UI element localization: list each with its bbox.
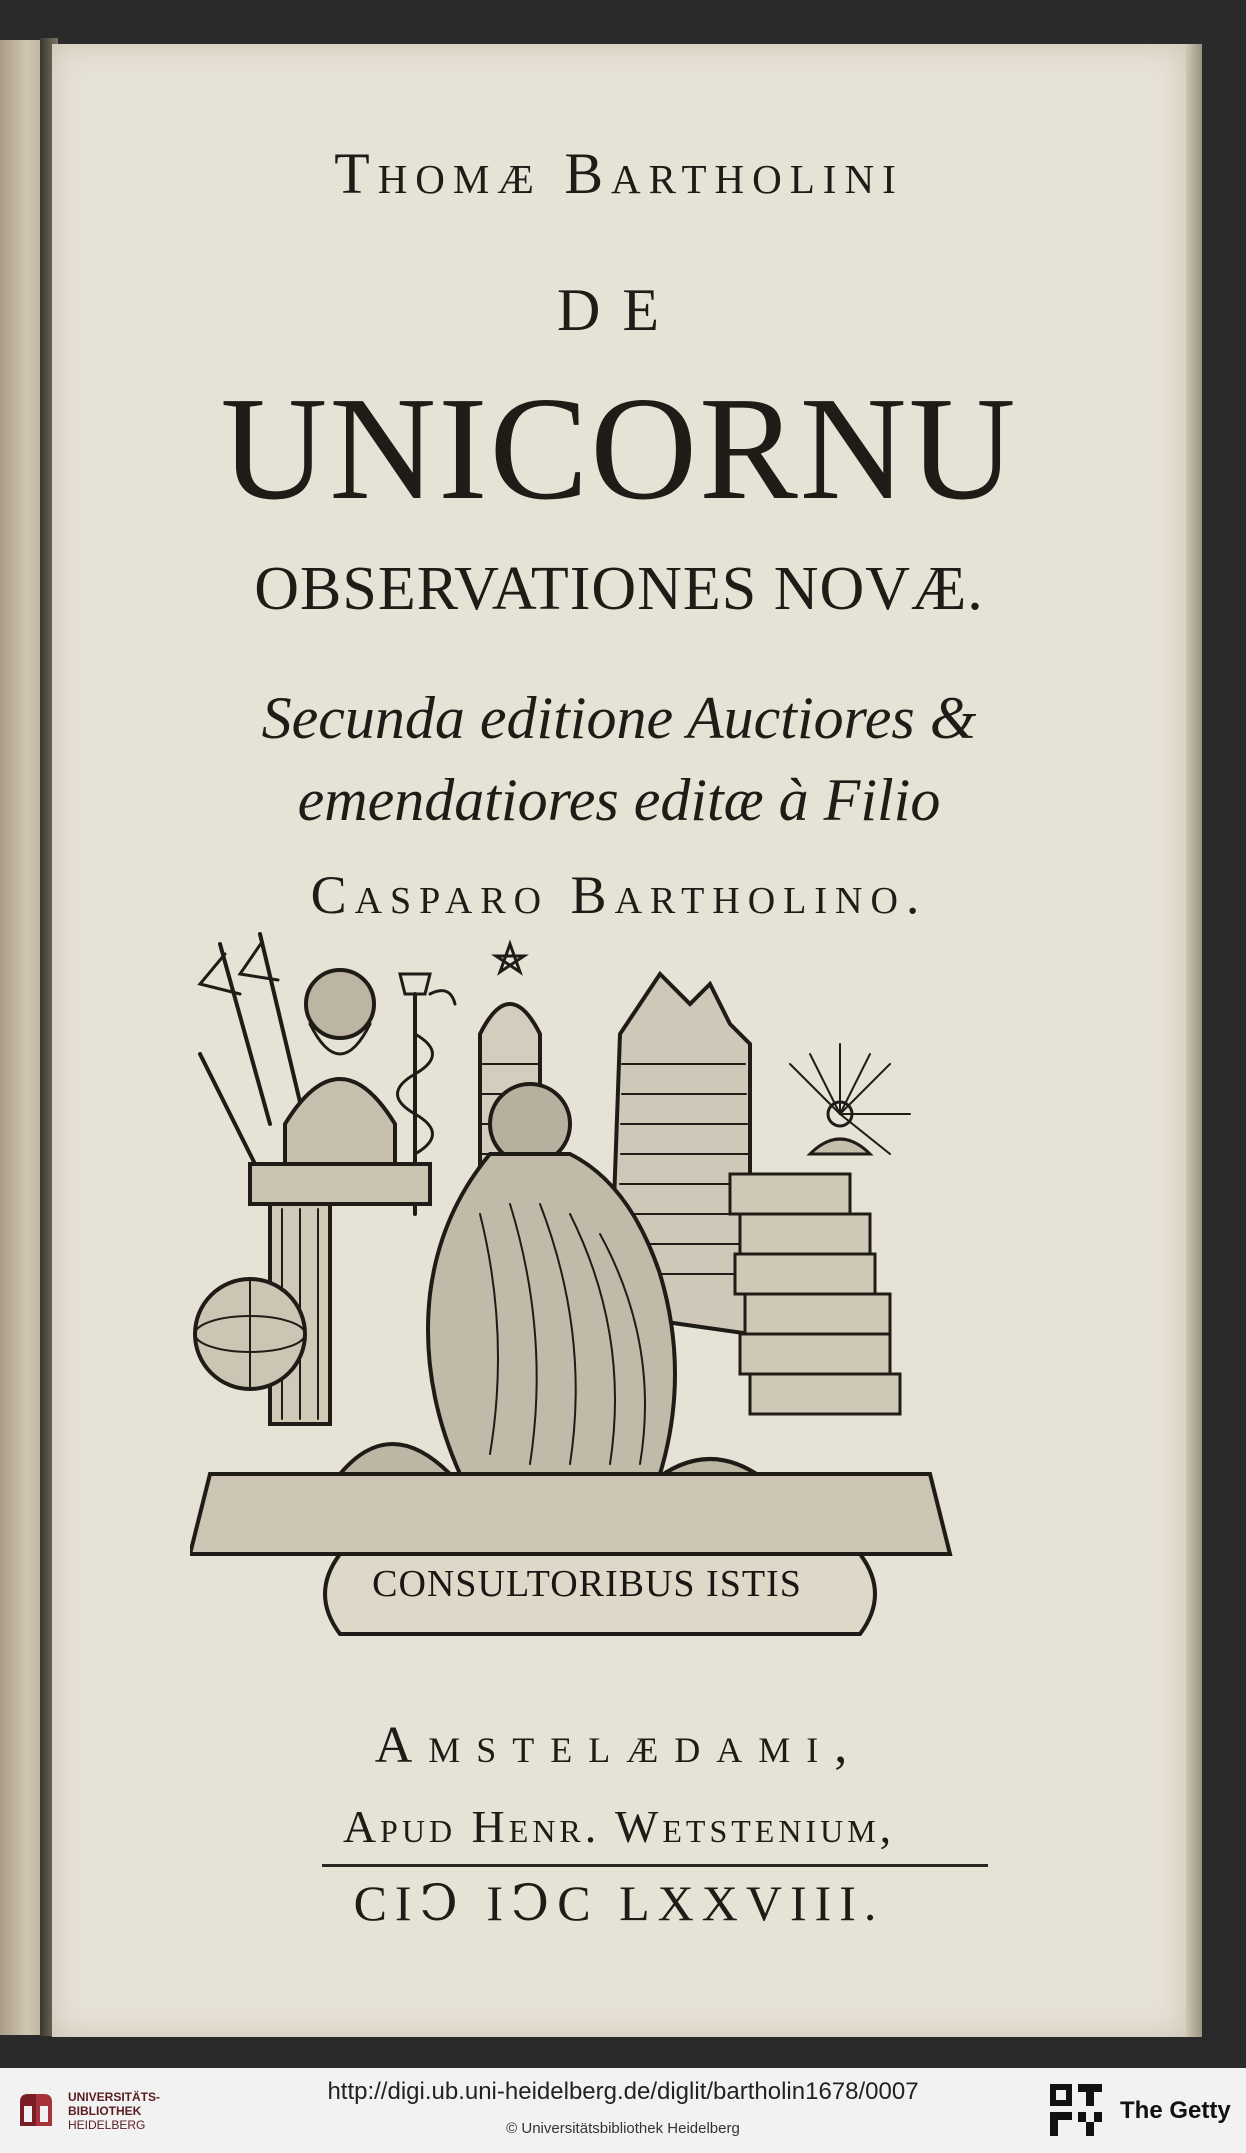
imprint-place: Amstelædami, [374, 1717, 864, 1774]
library-name-line-1: UNIVERSITÄTS- [68, 2090, 161, 2104]
permalink-url[interactable]: http://digi.ub.uni-heidelberg.de/diglit/bartholin1678/0007 [327, 2078, 919, 2105]
edition-line-2: emendatiores editæ à Filio [297, 767, 941, 833]
partner-name: The Getty [1120, 2097, 1231, 2124]
woodcut-motto: CONSULTORIBUS ISTIS [372, 1563, 802, 1605]
author-line: Thomæ Bartholini [334, 141, 904, 206]
getty-logo-icon[interactable] [1048, 2082, 1104, 2138]
editor-line: Casparo Bartholino. [310, 865, 928, 925]
facing-page-edge [0, 40, 44, 2035]
book-title: UNICORNU [220, 367, 1018, 531]
preposition-line: DE [557, 277, 681, 343]
imprint-rule [322, 1864, 988, 1867]
book-subtitle: OBSERVATIONES NOVÆ. [254, 555, 984, 623]
imprint-year: CIↃ IↃC LXXVIII. [353, 1875, 885, 1931]
copyright-notice: © Universitätsbibliothek Heidelberg [506, 2120, 740, 2137]
library-name-line-2: BIBLIOTHEK [68, 2104, 142, 2118]
library-name-line-3: HEIDELBERG [68, 2118, 146, 2132]
title-page [52, 44, 1186, 2037]
edition-line-1: Secunda editione Auctiores & [261, 685, 977, 751]
imprint-printer: Apud Henr. Wetstenium, [342, 1801, 896, 1852]
viewer-footer [0, 2068, 1246, 2153]
